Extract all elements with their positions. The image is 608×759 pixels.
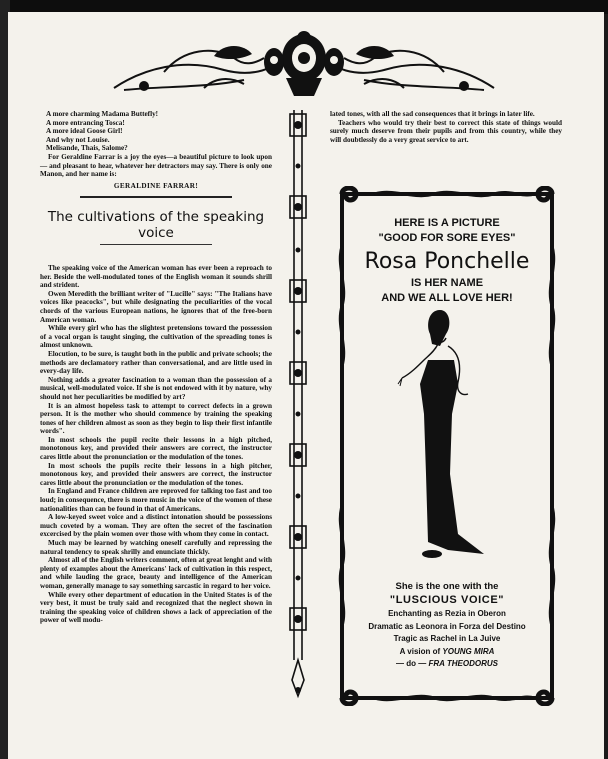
header-ornament-illustration — [104, 28, 504, 100]
ad-line-3: IS HER NAME — [410, 277, 484, 289]
essay-body — [40, 264, 272, 625]
ad-line-2: "GOOD FOR SORE EYES" — [378, 232, 516, 244]
ad-line-1: HERE IS A PICTURE — [394, 217, 500, 229]
essay-paragraph: While every other department of education in the United States is of the very best, it must be truly said and recognized that the neglect shown in training the speaking voice of children shows a lack of appreciation of the power of well modu- — [40, 590, 272, 625]
ad-line-4: AND WE ALL LOVE HER! — [381, 292, 513, 304]
right-column-text — [330, 110, 562, 144]
poem-block — [40, 110, 272, 153]
title-underline — [100, 244, 212, 245]
essay-paragraph: In most schools the pupil recite their lessons in a high pitched, monotonous key, and provided their answers are correct, the instructor cares little about the pronunciation or the modulation of the tones. — [40, 435, 272, 462]
essay-paragraph: The speaking voice of the American woman has ever been a reproach to her. Beside the well-modulated tones of the English woman it sounds shrill and strident. — [40, 264, 272, 290]
poem-line: A more ideal Goose Girl! — [46, 127, 123, 136]
essay-paragraph: Elocution, to be sure, is taught both in the public and private schools; the methods are declamatory rather than conversational, and are little used in every-day life. — [40, 349, 272, 376]
woman-in-gown-illustration — [388, 304, 508, 566]
continued-paragraph: lated tones, with all the sad consequences that it brings in later life. — [330, 110, 535, 118]
ad-vision-name: YOUNG MIRA — [442, 646, 495, 656]
ad-lower-line-2: "LUSCIOUS VOICE" — [389, 594, 505, 606]
essay-paragraph: It is an almost hopeless task to attempt to correct defects in a grown person. It is the mother who should commence by training the speaking tones of her children almost as soon as they begin to lisp their first infantile words". — [40, 401, 272, 436]
essay-paragraph: A low-keyed sweet voice and a distinct intonation should be possessions much coveted by a woman. They are often the secret of the fascination excercised by the plain women over those with whom they come in contact. — [40, 513, 272, 539]
poem-line: A more entrancing Tosca! — [46, 118, 125, 127]
ad-role-line: Tragic as Rachel in La Juive — [393, 634, 501, 643]
essay-paragraph: While every girl who has the slightest pretensions toward the possession of a vocal organ is taught singing, the cultivation of the spreading tones is almost unknown. — [40, 324, 272, 350]
essay-paragraph: Much may be learned by watching oneself carefully and repressing the natural tendency to speak shrilly and enunciate thickly. — [40, 539, 272, 556]
section-divider — [80, 196, 232, 198]
poem-signoff: GERALDINE FARRAR! — [113, 181, 199, 190]
ad-lower-block — [340, 580, 554, 671]
left-column-intro — [40, 110, 272, 245]
ad-role-line: Enchanting as Rezia in Oberon — [388, 609, 506, 618]
essay-paragraph: In England and France children are reproved for talking too fast and too loud; in consequence, there is more music in the voice of the women of these nationalities than can be found in that of Americans. — [40, 487, 272, 513]
rosa-ponchelle-advertisement — [334, 186, 560, 706]
essay-paragraph: Almost all of the English writers comment, often at great lenght and with plenty of examples about the Americans' lack of cultivation in this respect, and while lauding the grace, beauty and intelligence of the American woman, generally manage to say something sarcastic in regard to her voice. — [40, 556, 272, 590]
poem-line: A more charming Madama Buttefly! — [46, 110, 159, 118]
ad-headline-block — [348, 216, 546, 306]
column-divider-ornament — [284, 100, 312, 700]
ad-lower-line-1: She is the one with the — [395, 581, 499, 592]
poem-line: And why not Louise. — [46, 135, 110, 144]
essay-paragraph: Owen Meredith the brilliant writer of "Lucille" says: "The Italians have voices like peacocks", but while designating the peculiarities of the vocal chords of the various European nations, he ignores that of the free-born American woman. — [40, 289, 272, 324]
ad-singer-name: Rosa Ponchelle — [364, 249, 530, 274]
right-paragraph: Teachers who would try their best to correct this state of things would surely much deserve from their pupils and from this country, while they will doubtlessly do a very great service to art. — [330, 118, 562, 144]
essay-paragraph: Nothing adds a greater fascination to a woman than the possession of a musical, well-modulated voice. If she is not endowed with it by nature, why should not her peculiarities be modified by art? — [40, 375, 272, 401]
ad-role-line: Dramatic as Leonora in Forza del Destino — [368, 621, 526, 631]
poem-closing: For Geraldine Farrar is a joy the eyes—a beautiful picture to look upon— and pleasant to hear, whatever her detractors may say. There is only one Manon, and her name is: — [40, 152, 272, 179]
ad-vision-line — [340, 646, 554, 659]
essay-paragraph: In most schools the pupils recite their lessons in a high pitcher, monotonous key, and provided their answers are correct, the instructor cares little about the pronunciation or the modulation of the tones. — [40, 461, 272, 487]
ad-credit-line — [340, 658, 554, 671]
ad-vision-prefix: A vision of — [399, 646, 443, 656]
ad-credit-name: FRA THEODORUS — [428, 659, 498, 668]
poem-line: Melisande, Thais, Salome? — [46, 144, 128, 153]
essay-title: The cultivations of the speaking voice — [47, 209, 265, 242]
ad-credit-prefix: — do — — [396, 659, 429, 668]
